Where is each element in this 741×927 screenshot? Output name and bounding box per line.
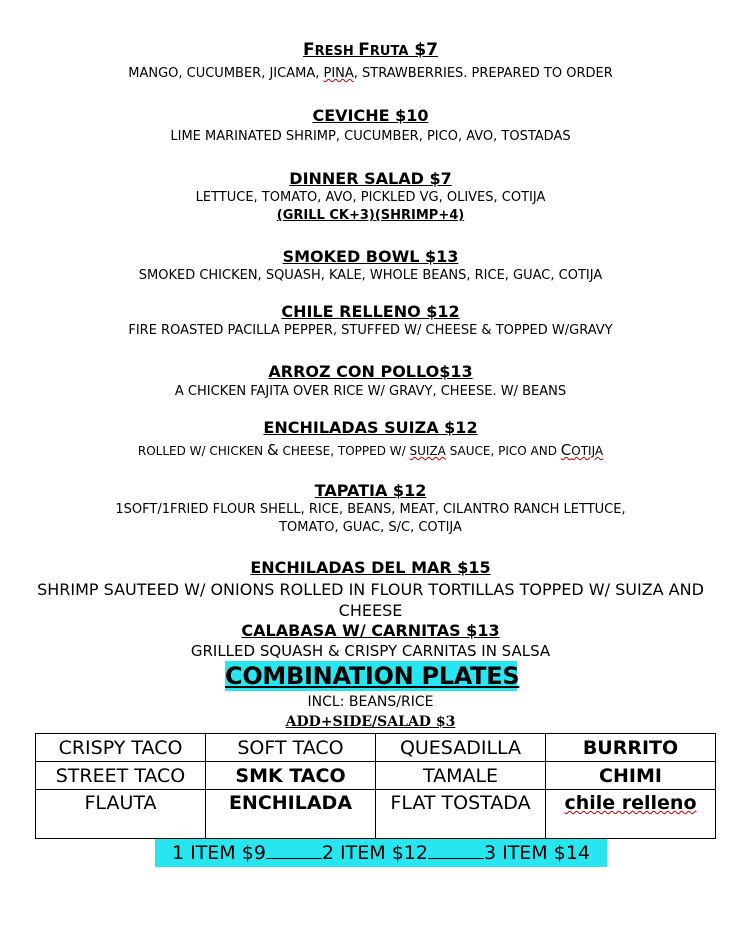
tapatia-description-line1: 1SOFT/1FRIED FLOUR SHELL, RICE, BEANS, MEAT, CILANTRO RANCH LETTUCE, bbox=[115, 502, 626, 517]
table-cell: TAMALE bbox=[376, 762, 546, 790]
smoked-bowl-title: SMOKED BOWL $13 bbox=[282, 247, 459, 266]
table-cell: CRISPY TACO bbox=[36, 734, 206, 762]
chile-relleno-cell-text: chile relleno bbox=[564, 792, 697, 814]
ceviche-description: LIME MARINATED SHRIMP, CUCUMBER, PICO, AVO, TOSTADAS bbox=[170, 129, 571, 144]
combination-includes: INCL: BEANS/RICE bbox=[307, 694, 434, 710]
enchiladas-suiza-description: ROLLED W/ CHICKEN & CHEESE, TOPPED W/ SUIZA SAUCE, PICO AND COTIJA bbox=[137, 441, 604, 459]
combination-table bbox=[35, 733, 716, 839]
table-cell: SMK TACO bbox=[206, 762, 376, 790]
enchiladas-del-mar-description-line1: SHRIMP SAUTEED W/ ONIONS ROLLED IN FLOUR TORTILLAS TOPPED W/ SUIZA AND bbox=[37, 580, 704, 599]
table-cell bbox=[546, 790, 716, 839]
arroz-con-pollo-description: A CHICKEN FAJITA OVER RICE W/ GRAVY, CHEESE. W/ BEANS bbox=[174, 384, 567, 399]
blank-line bbox=[428, 842, 484, 859]
tapatia-title: TAPATIA $12 bbox=[314, 481, 427, 500]
table-cell: BURRITO bbox=[546, 734, 716, 762]
calabasa-title: CALABASA W/ CARNITAS $13 bbox=[241, 621, 500, 640]
three-item-price: 3 ITEM $14 bbox=[483, 842, 591, 864]
smoked-bowl-description: SMOKED CHICKEN, SQUASH, KALE, WHOLE BEANS, RICE, GUAC, COTIJA bbox=[138, 268, 603, 283]
table-cell: SOFT TACO bbox=[206, 734, 376, 762]
dinner-salad-addon: (GRILL CK+3)(SHRIMP+4) bbox=[276, 208, 465, 223]
two-item-price: 2 ITEM $12 bbox=[321, 842, 428, 864]
table-cell: ENCHILADA bbox=[206, 790, 376, 839]
combination-plates-heading: COMBINATION PLATES bbox=[225, 662, 520, 690]
table-row bbox=[36, 790, 716, 839]
enchiladas-del-mar-title: ENCHILADAS DEL MAR $15 bbox=[250, 558, 491, 577]
enchiladas-del-mar-description-line2: CHEESE bbox=[338, 601, 403, 620]
calabasa-description: GRILLED SQUASH & CRISPY CARNITAS IN SALSA bbox=[190, 642, 551, 660]
tapatia-description-line2: TOMATO, GUAC, S/C, COTIJA bbox=[279, 520, 462, 535]
table-cell: CHIMI bbox=[546, 762, 716, 790]
table-row bbox=[36, 762, 716, 790]
arroz-con-pollo-title: ARROZ CON POLLO$13 bbox=[268, 362, 473, 381]
item-price-bar bbox=[155, 839, 607, 867]
ceviche-title: CEVICHE $10 bbox=[312, 106, 429, 125]
dinner-salad-description: LETTUCE, TOMATO, AVO, PICKLED VG, OLIVES, COTIJA bbox=[195, 190, 546, 205]
add-side-salad: ADD+SIDE/SALAD $3 bbox=[285, 714, 456, 730]
table-cell: FLAUTA bbox=[36, 790, 206, 839]
blank-line bbox=[266, 842, 322, 859]
chile-relleno-description: FIRE ROASTED PACILLA PEPPER, STUFFED W/ CHEESE & TOPPED W/GRAVY bbox=[128, 323, 613, 338]
chile-relleno-title: CHILE RELLENO $12 bbox=[281, 302, 460, 321]
table-row bbox=[36, 734, 716, 762]
fresh-fruta-description: MANGO, CUCUMBER, JICAMA, PINA, STRAWBERRIES. PREPARED TO ORDER bbox=[128, 66, 613, 81]
table-cell: STREET TACO bbox=[36, 762, 206, 790]
table-cell: QUESADILLA bbox=[376, 734, 546, 762]
fresh-fruta-title: FRESH FRUTA $7 bbox=[303, 40, 438, 60]
table-cell: FLAT TOSTADA bbox=[376, 790, 546, 839]
enchiladas-suiza-title: ENCHILADAS SUIZA $12 bbox=[263, 418, 478, 437]
one-item-price: 1 ITEM $9 bbox=[171, 842, 266, 864]
dinner-salad-title: DINNER SALAD $7 bbox=[289, 169, 452, 188]
